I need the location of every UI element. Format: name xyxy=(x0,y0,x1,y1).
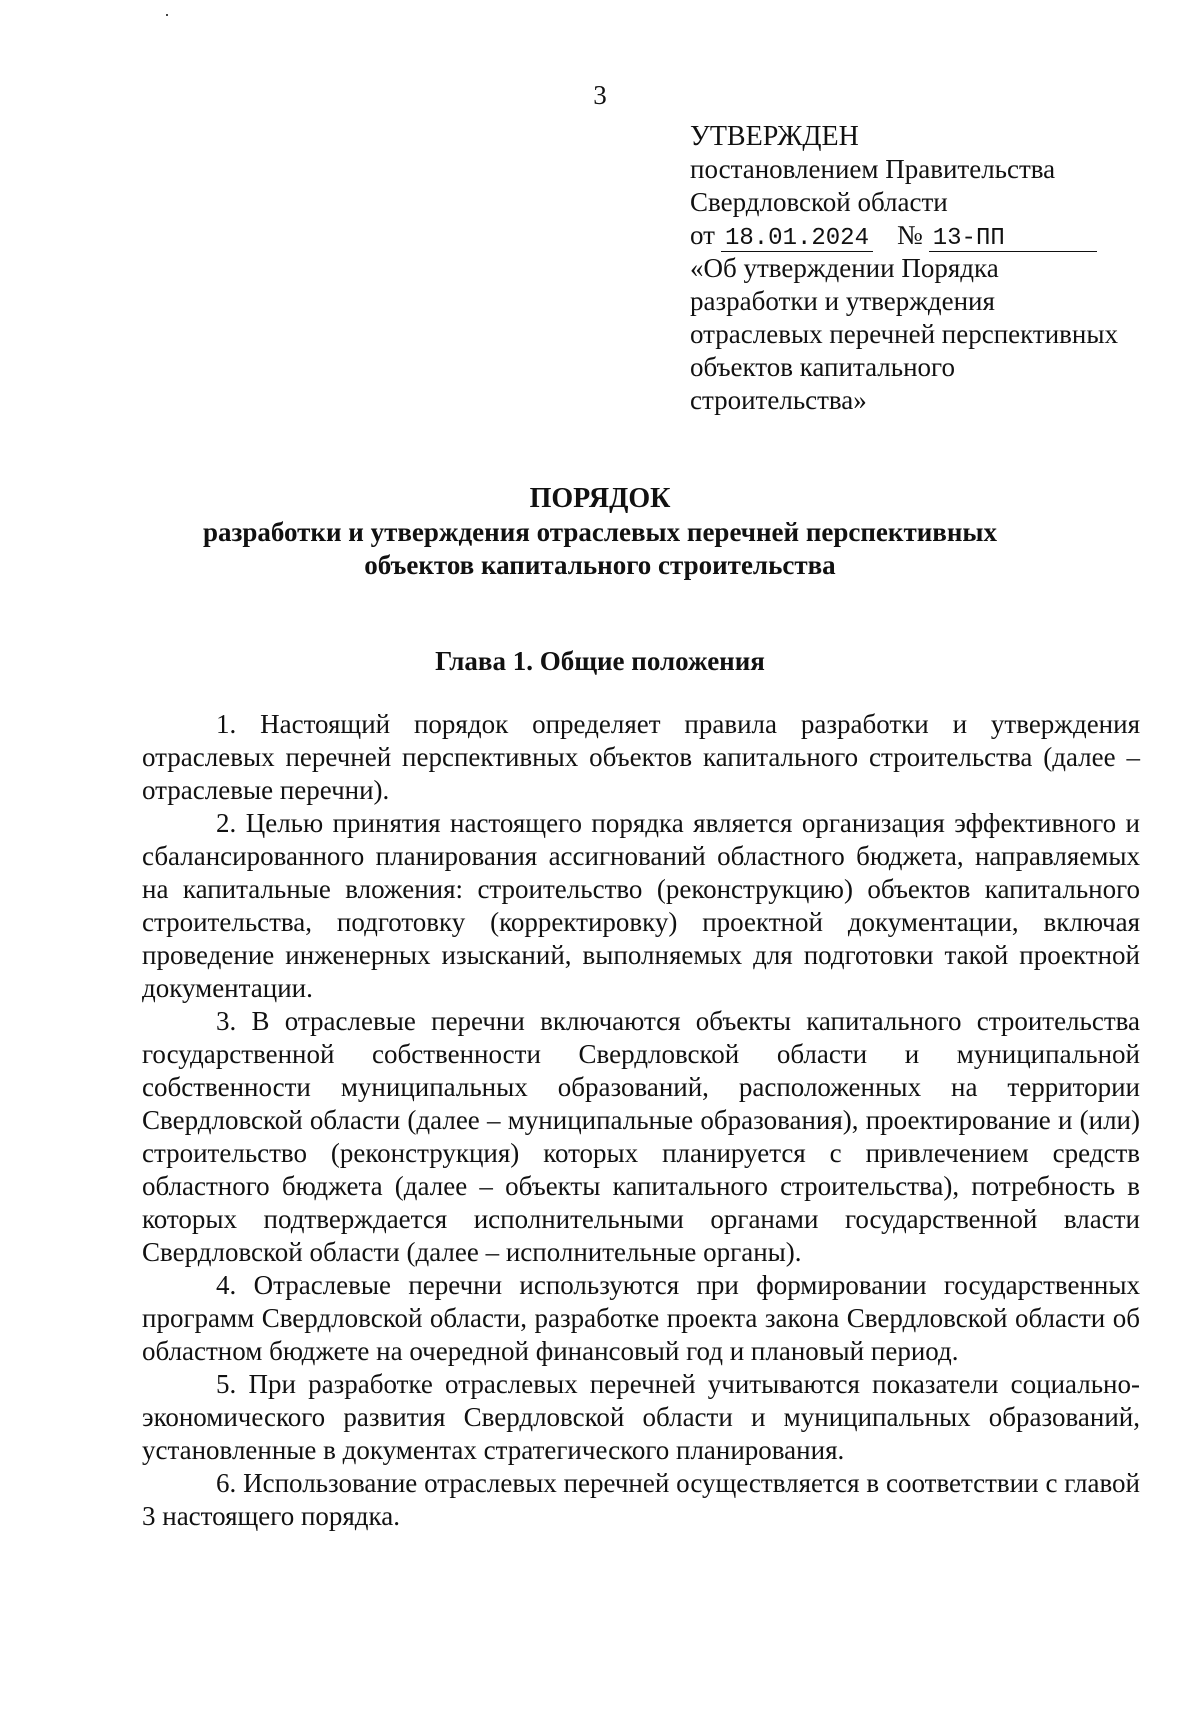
approval-date-number xyxy=(690,219,1160,252)
paragraph-6: 6. Использование отраслевых перечней осуществляется в соответствии с главой 3 настоящего порядка. xyxy=(142,1468,1140,1531)
document-body xyxy=(142,708,1140,1533)
chapter-heading: Глава 1. Общие положения xyxy=(435,646,765,676)
document-title: ПОРЯДОК xyxy=(529,483,671,514)
approval-title-line-4: объектов капитального xyxy=(690,352,955,382)
page-number: 3 xyxy=(593,80,607,110)
number-prefix: № xyxy=(896,220,923,250)
paragraph-5: 5. При разработке отраслевых перечней учитываются показатели социально-экономического развития Свердловской области и муниципальных образований, установленные в документах стратегического планирования. xyxy=(142,1369,1140,1465)
document-title-block xyxy=(0,482,1200,582)
scan-speck xyxy=(166,14,168,16)
paragraph-1: 1. Настоящий порядок определяет правила разработки и утверждения отраслевых перечней перспективных объектов капитального строительства (далее – отраслевые перечни). xyxy=(142,709,1140,805)
document-subtitle-line-2: объектов капитального строительства xyxy=(364,550,836,580)
approval-title-line-1: «Об утверждении Порядка xyxy=(690,253,999,283)
approval-number: 13-ПП xyxy=(929,227,1097,252)
approval-title-line-5: строительства» xyxy=(690,385,867,415)
approval-line-1: постановлением Правительства xyxy=(690,154,1056,184)
approval-title-line-3: отраслевых перечней перспективных xyxy=(690,319,1118,349)
approval-line-2: Свердловской области xyxy=(690,187,948,217)
document-subtitle-line-1: разработки и утверждения отраслевых перечней перспективных xyxy=(202,517,998,547)
paragraph-4: 4. Отраслевые перечни используются при формировании государственных программ Свердловской области, разработке проекта закона Свердловской области об областном бюджете на очередной финансовый год и плановый период. xyxy=(142,1270,1140,1366)
approval-date: 18.01.2024 xyxy=(721,227,873,252)
approval-title-line-2: разработки и утверждения xyxy=(690,286,995,316)
approval-block xyxy=(690,120,1160,417)
paragraph-3: 3. В отраслевые перечни включаются объекты капитального строительства государственной собственности Свердловской области и муниципальной собственности муниципальных образований, расположенных на территории Свердловской области (далее – муниципальные образования), проектирование и (или) строительство (реконструкция) которых планируется с привлечением средств областного бюджета (далее – объекты капитального строительства), потребность в которых подтверждается исполнительными органами государственной власти Свердловской области (далее – исполнительные органы). xyxy=(142,1006,1140,1267)
paragraph-2: 2. Целью принятия настоящего порядка является организация эффективного и сбалансированного планирования ассигнований областного бюджета, направляемых на капитальные вложения: строительство (реконструкцию) объектов капитального строительства, подготовку (корректировку) проектной документации, включая проведение инженерных изысканий, выполняемых для подготовки такой проектной документации. xyxy=(142,808,1140,1003)
approval-stamp-label: УТВЕРЖДЕН xyxy=(690,121,859,152)
date-prefix: от xyxy=(690,220,715,250)
